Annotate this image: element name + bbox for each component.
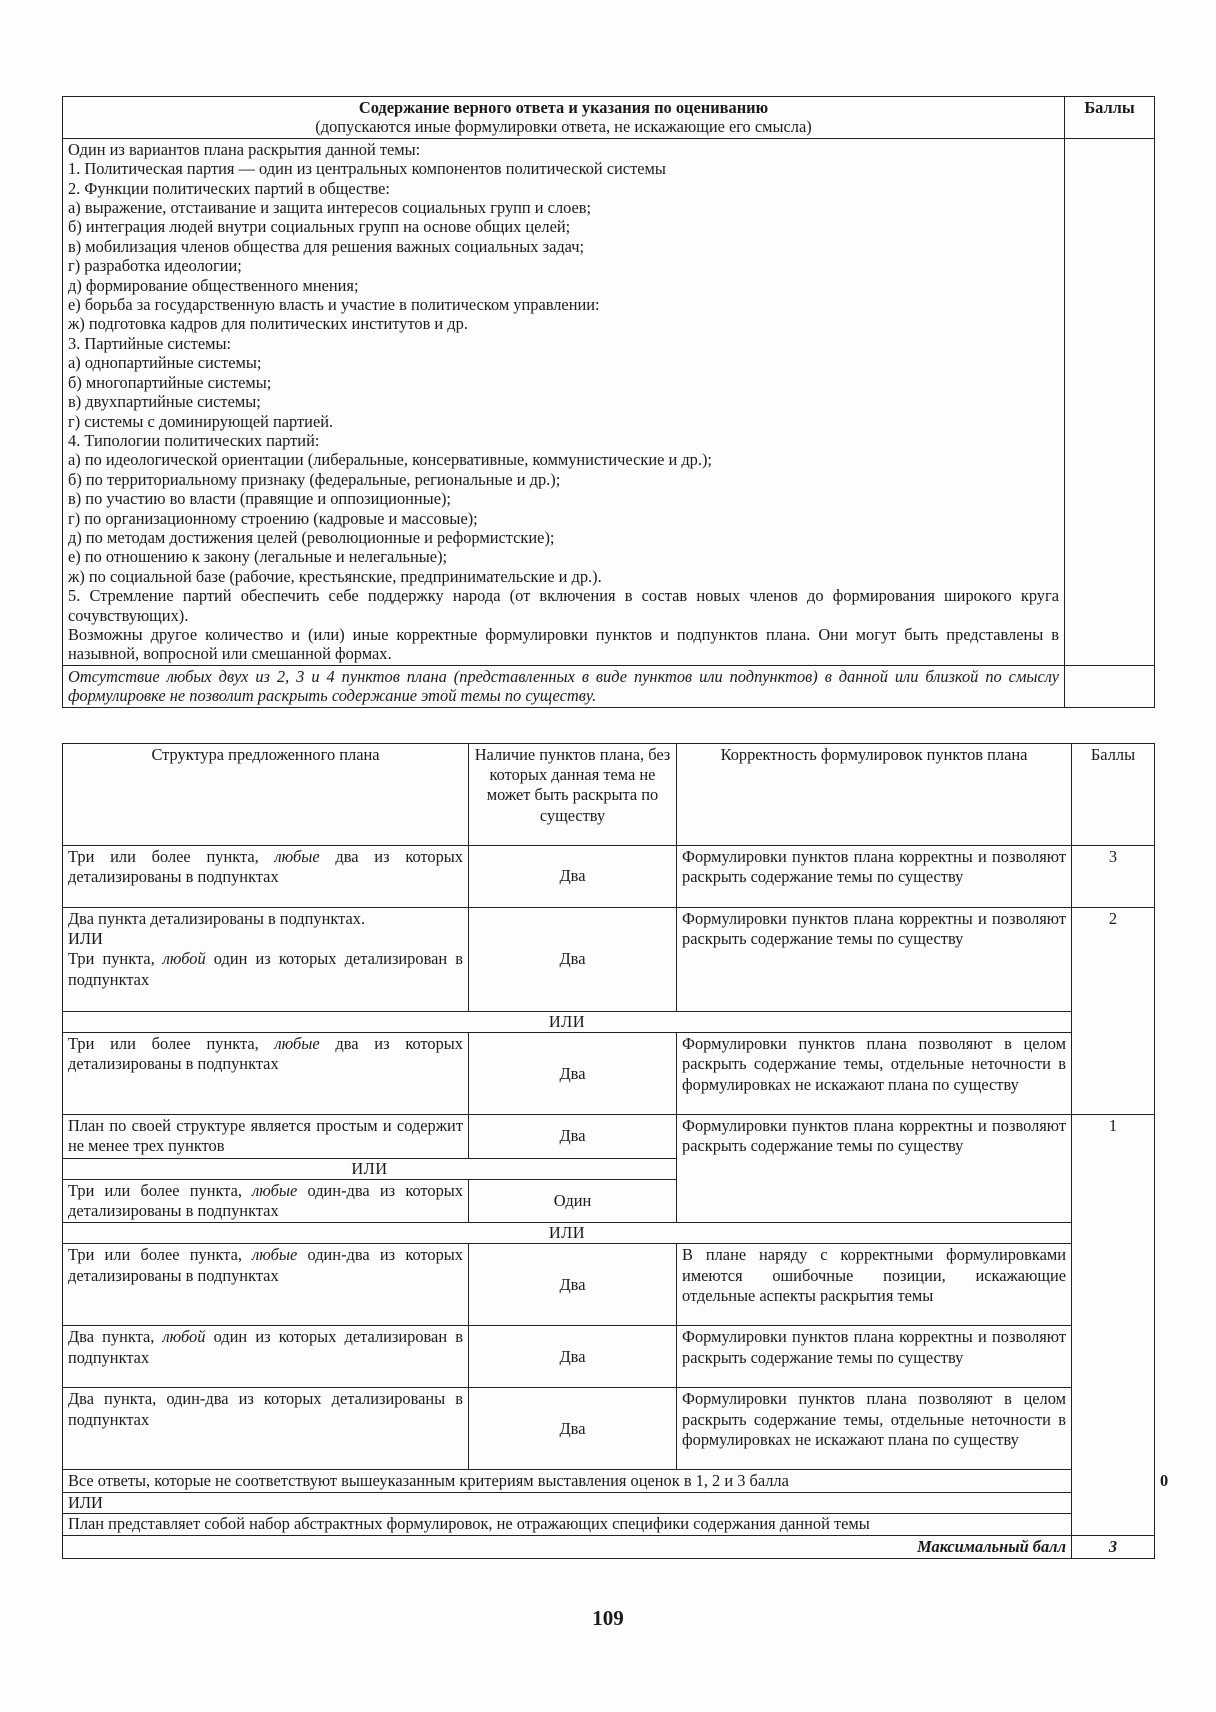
structure-emphasis: любой [162, 1327, 206, 1347]
score-empty-cell [1065, 665, 1155, 707]
presence-header: Наличие пунктов плана, без которых данная тема не может быть раскрыта по существу [469, 744, 677, 846]
correctness-cell: Формулировки пунктов плана позволяют в целом раскрыть содержание темы, отдельные неточности в формулировках не искажают плана по существу [677, 1388, 1072, 1470]
score-cell: 1 [1072, 1115, 1155, 1536]
or-label: ИЛИ [63, 1492, 1071, 1514]
plan-line: ж) по социальной базе (рабочие, крестьянские, предпринимательские и др.). [68, 566, 602, 586]
italic-note: Отсутствие любых двух из 2, 3 и 4 пунктов плана (представленных в виде пунктов или подпунктов) в данной или близкой по смыслу формулировке не позволит раскрыть содержание этой темы по существу. [63, 665, 1065, 707]
presence-cell: Два [469, 846, 677, 908]
plan-line: б) по территориальному признаку (федеральные, региональные и др.); [68, 469, 561, 489]
plan-line: б) интеграция людей внутри социальных групп на основе общих целей; [68, 217, 571, 237]
structure-cell [63, 846, 469, 908]
structure-text: один-два из которых детализированы в подпунктах [68, 1180, 463, 1221]
table-row [63, 1388, 1155, 1470]
plan-line: д) формирование общественного мнения; [68, 275, 359, 295]
presence-cell: Два [469, 1326, 677, 1388]
max-score-label: Максимальный балл [63, 1536, 1072, 1559]
score-cell: 2 [1072, 908, 1155, 1115]
structure-cell [63, 1244, 469, 1326]
structure-cell: План по своей структуре является простым и содержит не менее трех пунктов [63, 1115, 469, 1158]
max-score-row [63, 1536, 1155, 1559]
answer-content-subtitle: (допускаются иные формулировки ответа, не искажающие его смысла) [315, 117, 812, 137]
table-row [63, 1115, 1155, 1158]
presence-cell: Два [469, 1244, 677, 1326]
structure-text: Три пункта, [68, 949, 163, 969]
correctness-header: Корректность формулировок пунктов плана [677, 744, 1072, 846]
or-separator [63, 1012, 1072, 1033]
plan-line: а) выражение, отстаивание и защита интересов социальных групп и слоев; [68, 198, 592, 218]
structure-text: один-два из которых детализированы в подпунктах [68, 1245, 463, 1285]
plan-line: г) разработка идеологии; [68, 256, 242, 276]
scoring-table [62, 743, 1169, 1559]
structure-emphasis: любые [252, 1245, 298, 1265]
score-empty-cell [1065, 138, 1155, 665]
structure-cell [63, 1033, 469, 1115]
plan-line: 2. Функции политических партий в обществе: [68, 178, 390, 198]
score-header: Баллы [1065, 97, 1155, 139]
plan-paragraph: 5. Стремление партий обеспечить себе поддержку народа (от включения в состав новых членов до формирования широкого круга сочувствующих). [68, 586, 1059, 625]
plan-line: 3. Партийные системы: [68, 333, 232, 353]
structure-emphasis: любые [252, 1180, 298, 1200]
score-cell: 3 [1072, 846, 1155, 908]
italic-note-row [63, 665, 1155, 707]
structure-text: один из которых детализирован в подпунктах [68, 1327, 463, 1367]
correctness-cell: Формулировки пунктов плана корректны и позволяют раскрыть содержание темы по существу [677, 908, 1072, 1012]
structure-text: Три или более пункта, [68, 1180, 253, 1200]
plan-line: д) по методам достижения целей (революционные и реформистские); [68, 527, 555, 547]
answer-content-title: Содержание верного ответа и указания по оцениванию [358, 98, 769, 117]
presence-cell: Два [469, 908, 677, 1012]
structure-emphasis: любые [274, 847, 320, 866]
zero-score-row: Все ответы, которые не соответствуют вышеуказанным критериям выставления оценок в 1, 2 и 3 балла ИЛИ План представляет собой набор абстрактных формулировок, не отражающих специфики содержания данной темы 0 [63, 1470, 1155, 1536]
correctness-cell: Формулировки пунктов плана корректны и позволяют раскрыть содержание темы по существу [677, 1326, 1072, 1388]
structure-cell [63, 908, 469, 1012]
structure-emphasis: любой [162, 949, 206, 969]
answer-content-table [62, 96, 1155, 708]
table-row [63, 1033, 1155, 1115]
or-separator-row [63, 1223, 1155, 1244]
zero-criteria-line: Все ответы, которые не соответствуют вышеуказанным критериям выставления оценок в 1, 2 и 3 балла [68, 1471, 789, 1491]
or-label: ИЛИ [68, 929, 103, 949]
plan-line: б) многопартийные системы; [68, 372, 272, 392]
or-label: ИЛИ [351, 1158, 388, 1178]
structure-text: Три или более пункта, [68, 847, 275, 866]
plan-lines [68, 140, 1059, 664]
page-number: 109 [592, 1606, 624, 1630]
plan-line: в) по участию во власти (правящие и оппозиционные); [68, 489, 451, 509]
correctness-cell: Формулировки пунктов плана корректны и позволяют раскрыть содержание темы по существу [677, 1115, 1072, 1223]
plan-line: а) однопартийные системы; [68, 353, 262, 373]
plan-line: в) двухпартийные системы; [68, 392, 261, 412]
structure-text: два из которых детализированы в подпунктах [68, 847, 463, 887]
zero-criteria-cell [63, 1470, 1072, 1536]
plan-paragraph: Возможны другое количество и (или) иные корректные формулировки пунктов и подпунктов плана. Они могут быть представлены в назывной, вопросной или смешанной формах. [68, 624, 1059, 664]
correctness-cell: Формулировки пунктов плана позволяют в целом раскрыть содержание темы, отдельные неточности в формулировках не искажают плана по существу [677, 1033, 1072, 1115]
or-separator-row [63, 1012, 1155, 1033]
structure-text: Три или более пункта, [68, 1245, 253, 1265]
structure-text: два из которых детализированы в подпунктах [68, 1034, 463, 1074]
plan-line: в) мобилизация членов общества для решения важных социальных задач; [68, 236, 585, 256]
answer-content-body-cell [63, 138, 1065, 665]
structure-text: Два пункта детализированы в подпунктах. [68, 909, 366, 928]
max-score-value: 3 [1072, 1536, 1155, 1559]
score-header: Баллы [1072, 744, 1155, 846]
structure-text: Три или более пункта, [68, 1034, 275, 1054]
plan-line: Один из вариантов плана раскрытия данной темы: [68, 139, 421, 159]
answer-content-header [63, 97, 1155, 139]
structure-text: Два пункта, [68, 1327, 163, 1347]
or-label: ИЛИ [548, 1223, 586, 1243]
table-row [63, 846, 1155, 908]
table-row [63, 908, 1155, 1012]
plan-line: 4. Типологии политических партий: [68, 430, 320, 450]
or-separator [63, 1158, 677, 1179]
structure-cell [63, 1326, 469, 1388]
table-row [63, 1244, 1155, 1326]
plan-line: е) борьба за государственную власть и участие в политическом управлении: [68, 295, 600, 315]
answer-content-body [63, 138, 1155, 665]
structure-text: один из которых детализирован в подпунктах [68, 949, 463, 989]
structure-header: Структура предложенного плана [63, 744, 469, 846]
correctness-cell: В плане наряду с корректными формулировками имеются ошибочные позиции, искажающие отдельные аспекты раскрытия темы [677, 1244, 1072, 1326]
zero-criteria-line: План представляет собой набор абстрактных формулировок, не отражающих специфики содержания данной темы [68, 1513, 870, 1533]
plan-line: г) по организационному строению (кадровые и массовые); [68, 508, 478, 528]
plan-line: ж) подготовка кадров для политических институтов и др. [68, 314, 468, 334]
structure-emphasis: любые [274, 1034, 320, 1054]
table-row [63, 1326, 1155, 1388]
plan-line: е) по отношению к закону (легальные и нелегальные); [68, 547, 448, 567]
plan-line: 1. Политическая партия — один из центральных компонентов политической системы [68, 159, 666, 179]
or-separator [63, 1223, 1072, 1244]
plan-line: а) по идеологической ориентации (либеральные, консервативные, коммунистические и др.); [68, 450, 712, 470]
plan-line: г) системы с доминирующей партией. [68, 411, 334, 431]
answer-content-header-cell [63, 97, 1065, 139]
structure-cell: Два пункта, один-два из которых детализированы в подпунктах [63, 1388, 469, 1470]
scoring-header-row [63, 744, 1155, 846]
or-label: ИЛИ [548, 1012, 586, 1031]
correctness-cell: Формулировки пунктов плана корректны и позволяют раскрыть содержание темы по существу [677, 846, 1072, 908]
presence-cell: Два [469, 1033, 677, 1115]
presence-cell: Два [469, 1388, 677, 1470]
presence-cell: Один [469, 1179, 677, 1222]
presence-cell: Два [469, 1115, 677, 1158]
structure-cell [63, 1179, 469, 1222]
